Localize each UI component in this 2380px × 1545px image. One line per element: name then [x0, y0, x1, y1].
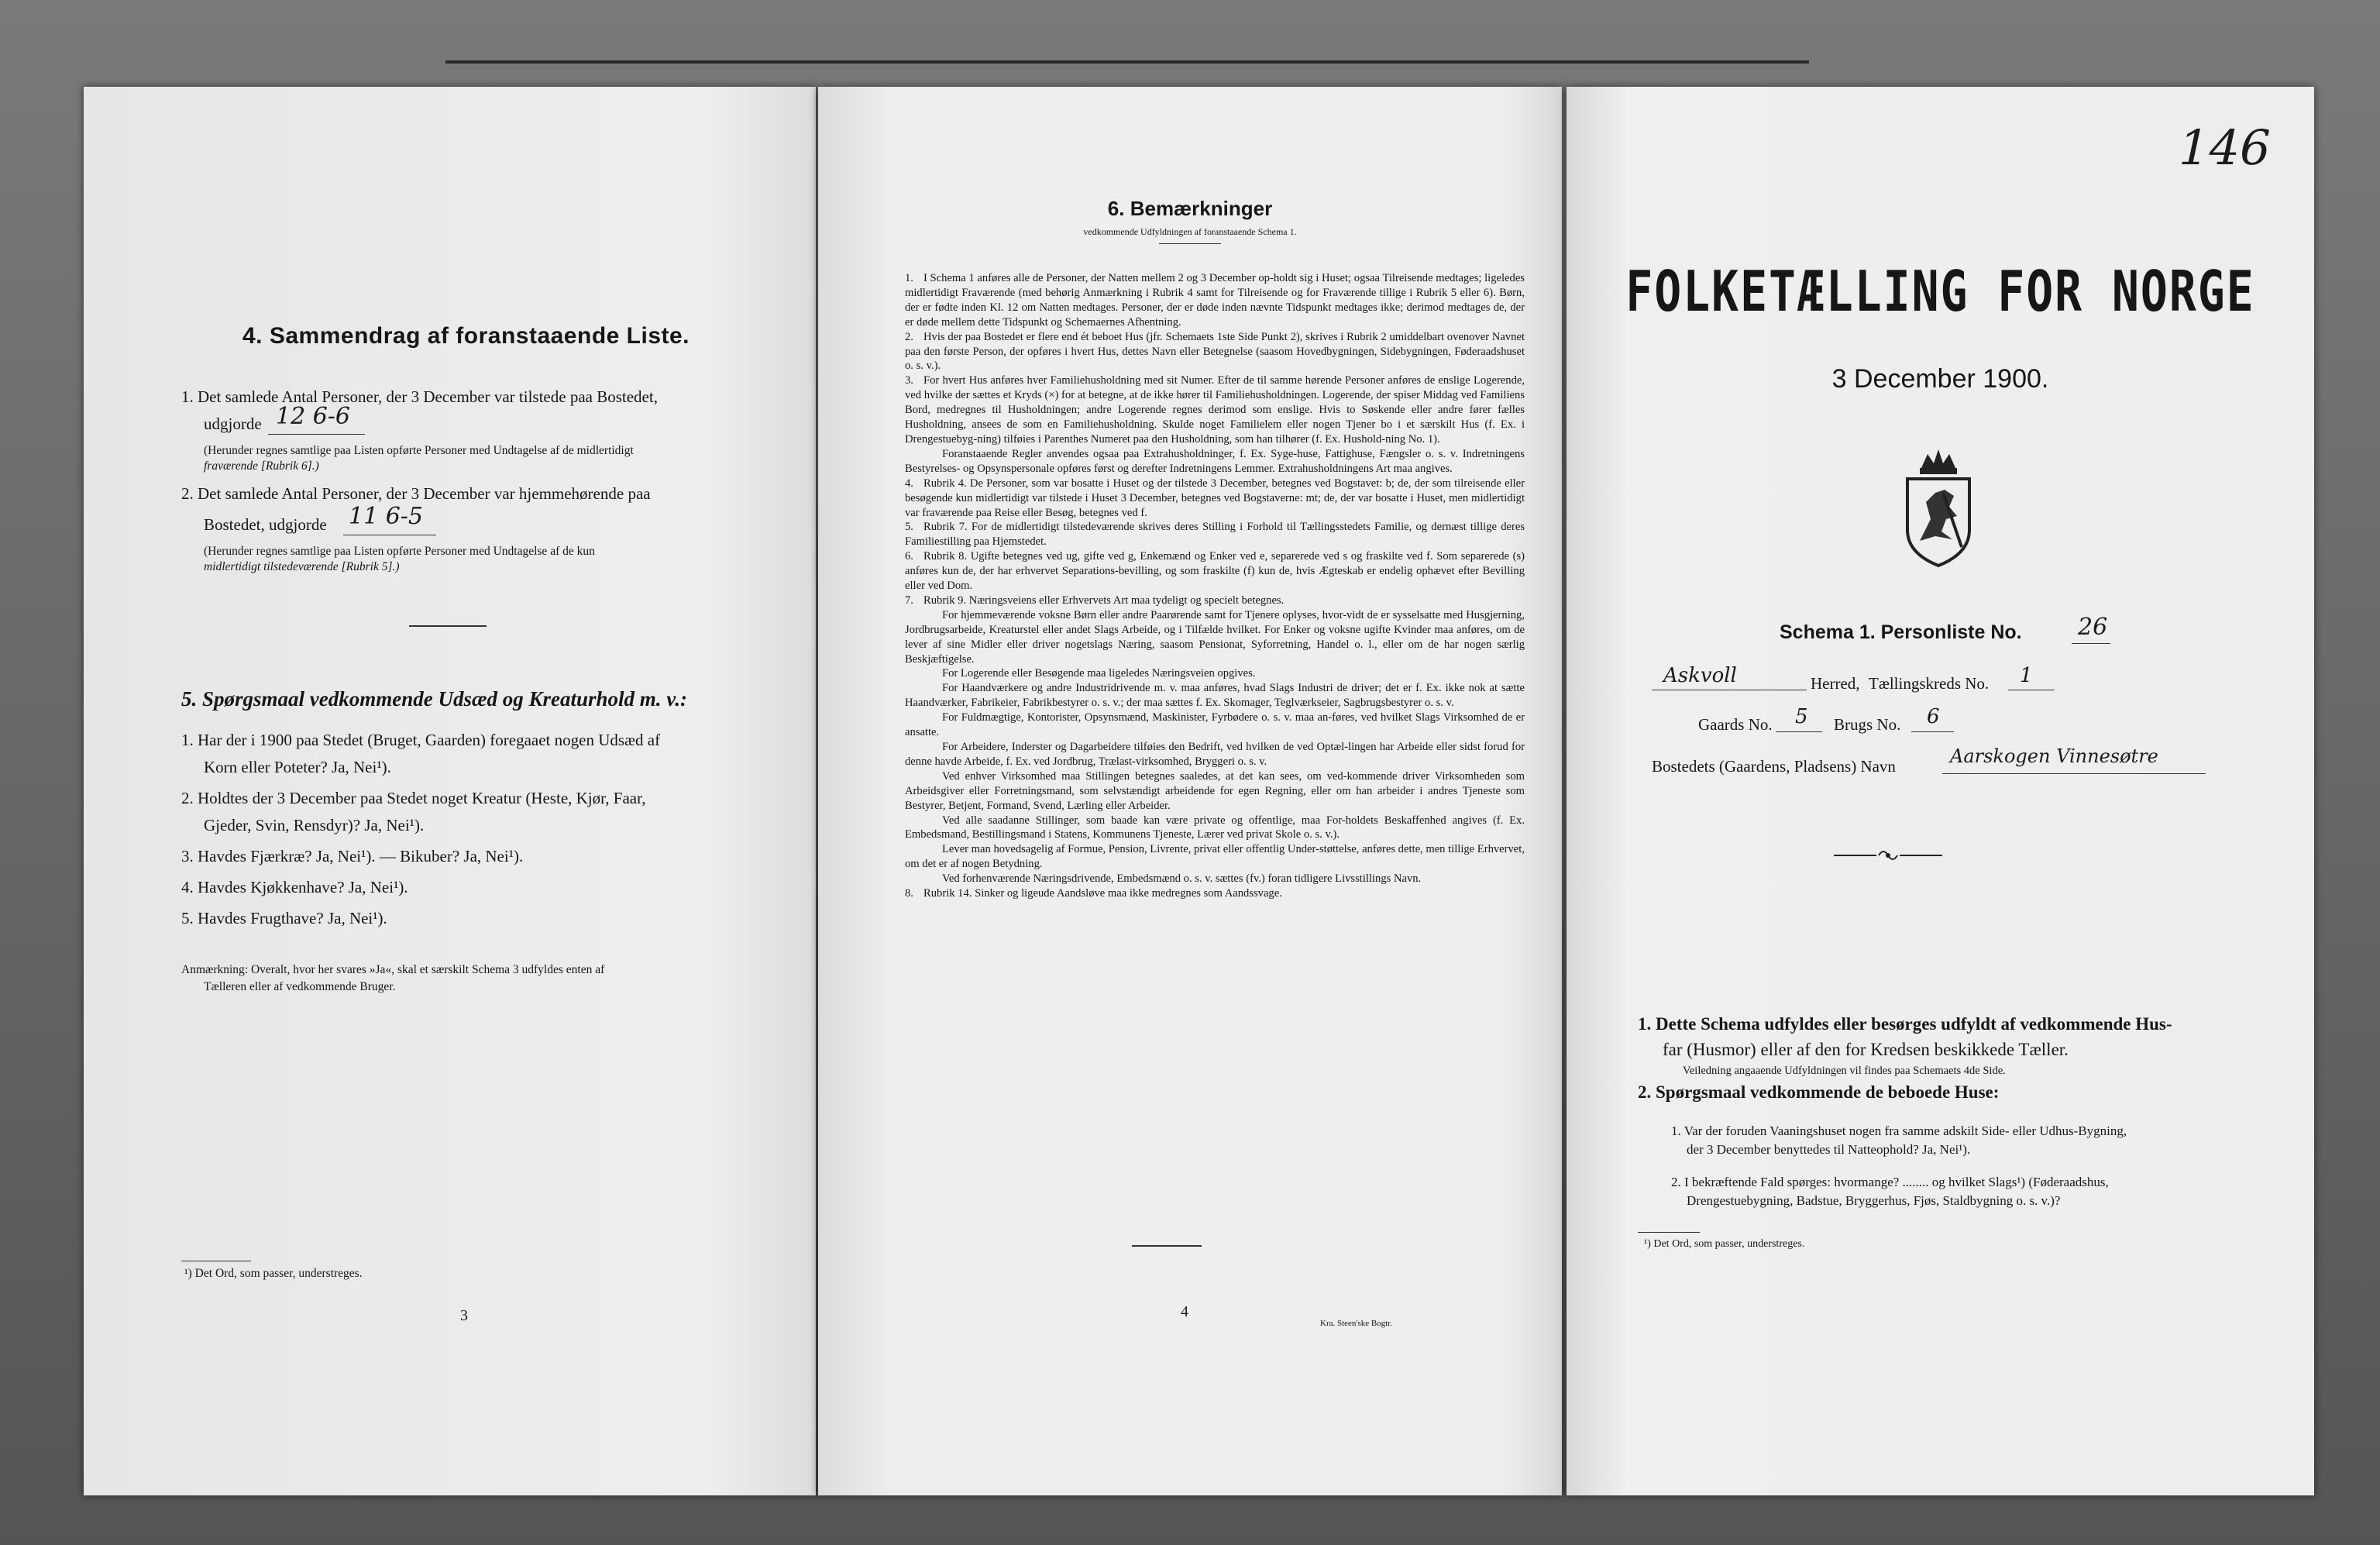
schema-handwriting: 26 — [2078, 614, 2108, 641]
remark-item — [905, 477, 1525, 521]
remark-item — [905, 373, 1525, 447]
bosted-label: Bostedets (Gaardens, Pladsens) Navn — [1652, 757, 1896, 776]
s4-item1-note1: (Herunder regnes samtlige paa Listen opførte Personer med Undtagelse af de midlertidigt — [204, 444, 634, 457]
remark-item — [905, 872, 1525, 886]
remark-text: Ved enhver Virksomhed maa Stillingen betegnes saaledes, at det kan sees, om ved-kommende driver Virksomheden som Arbeidsgiver eller Forretningsmand, som selvstændigt arbeidende for egen Regning, eller om han arbeider i andres Tjeneste som Bestyrer, Betjent, Formand, Svend, Lærling eller Arbeider. — [905, 769, 1525, 812]
s4-item2-note1: (Herunder regnes samtlige paa Listen opførte Personer med Undtagelse af de kun — [204, 545, 595, 558]
s4-item2-handwriting: 11 6-5 — [349, 503, 424, 530]
remark-text: I Schema 1 anføres alle de Personer, der Natten mellem 2 og 3 December op-holdt sig i Huset; ogsaa Tilreisende medtages; ligeledes midlertidigt Fraværende (med behørig Anmærkning i Rubrik 4 samt for Tilreisende og for Fraværende tillige i Rubrik 5 eller 6). Børn, der er fødte inden Kl. 12 om Natten medtages. Personer, der er døde inden nævnte Tidspunkt medtages ikke; derimod medtages de, der er døde mellem dette Tidspunkt og Schemaernes Afhentning. — [905, 272, 1525, 329]
remark-number: 4. — [905, 477, 913, 490]
remark-text: Lever man hovedsagelig af Formue, Pension, Livrente, privat eller offentlig Under-støttelse, anføres dette, men tillige Erhvervet, om det er af nogen Betydning. — [905, 843, 1525, 871]
s4-item1-line2: udgjorde — [204, 415, 262, 433]
ornament-divider-icon — [1834, 846, 1942, 865]
s4-item1-line1: 1. Det samlede Antal Personer, der 3 December var tilstede paa Bostedet, — [181, 387, 658, 406]
remarks-subtitle: vedkommende Udfyldningen af foranstaaende Schema 1. — [1083, 226, 1297, 237]
remark-item — [905, 886, 1525, 901]
house-q2-line2: Drengestuebygning, Badstue, Bryggerhus, Fjøs, Staldbygning o. s. v.)? — [1687, 1193, 2061, 1208]
page-4 — [818, 87, 1562, 1495]
remark-text: Rubrik 9. Næringsveiens eller Erhvervets Art maa tydeligt og specielt betegnes. — [923, 594, 1285, 607]
archive-number: 146 — [2172, 119, 2277, 176]
s5-q2-line2: Gjeder, Svin, Rensdyr)? Ja, Nei¹). — [204, 816, 425, 834]
remark-text: Rubrik 14. Sinker og ligeude Aandsløve maa ikke medregnes som Aandssvage. — [923, 887, 1282, 900]
remark-text: Rubrik 7. For de midlertidigt tilstedeværende skrives deres Stilling i Forhold til Tællingsstedets Familie, og dernæst tillige deres Familiestilling paa Hjemstedet. — [905, 521, 1525, 549]
remark-text: For hjemmeværende voksne Børn eller andre Paarørende samt for Tjenere oplyses, hvor-vidt de er sysselsatte med Husgjerning, Jordbrugsarbeide, Kreaturstel eller andet Slags Arbeide, og i Tilfælde hvilket. For Enker og voksne ugifte Kvinder maa anføres, om de lever af sine Midler eller driver nogetslags Næring, saasom Pensionat, Syforretning, Handel o. l., eller om de har nogen særlig Beskjæftigelse. — [905, 608, 1525, 666]
schema-fill-line — [2072, 643, 2110, 644]
remark-text: For Arbeidere, Inderster og Dagarbeidere tilføies den Bedrift, ved hvilken de ved Optæl-lingen har Arbeide eller sidst forud for denne havde Arbeide, f. Ex. ved Jordbrug, Trælast-virksomhed, Bryggeri o. s. v. — [905, 741, 1525, 768]
house-q1-line1: 1. Var der foruden Vaaningshuset nogen fra samme adskilt Side- eller Udhus-Bygning, — [1671, 1123, 2127, 1138]
remark-text: Hvis der paa Bostedet er flere end ét beboet Hus (jfr. Schemaets 1ste Side Punkt 2), skrives i Rubrik 2 umiddelbart ovenover Navnet paa den første Person, der opføres i hvert Hus, dettes Navn eller Betegnelse (saasom Hovedbygningen, Sidebygningen, Føderaadshuset o. s. v.). — [905, 330, 1525, 373]
remark-item — [905, 842, 1525, 872]
remark-number: 5. — [905, 521, 913, 534]
divider — [1159, 243, 1221, 244]
remark-number: 7. — [905, 594, 913, 607]
remark-item — [905, 594, 1525, 608]
s5-q4: 4. Havdes Kjøkkenhave? Ja, Nei¹). — [181, 878, 408, 896]
remarks-title: 6. Bemærkninger — [1107, 197, 1273, 220]
section-5-title: 5. Spørgsmaal vedkommende Udsæd og Kreaturhold m. v.: — [181, 687, 688, 711]
remark-text: For Logerende eller Besøgende maa ligeledes Næringsveien opgives. — [942, 667, 1256, 680]
page-3 — [84, 87, 816, 1495]
remark-item — [905, 740, 1525, 769]
remark-item — [905, 769, 1525, 814]
remark-text: For Haandværkere og andre Industridrivende m. v. maa anføres, hvad Slags Industri de driver; det er f. Ex. ikke nok at sætte Haandværker, Fabrikeier, Fabrikbestyrer o. s. v.; der maa sættes f. Ex. Skomager, Teglværkseier, Sagbrugsbestyrer o. s. v. — [905, 682, 1525, 710]
remark-item — [905, 814, 1525, 843]
kreds-label: Tællingskreds No. — [1869, 674, 1990, 693]
s4-item1-note2: fraværende [Rubrik 6].) — [204, 459, 319, 473]
s4-item2-line2: Bostedet, udgjorde — [204, 515, 327, 534]
brugs-label: Brugs No. — [1834, 715, 1901, 734]
house-q1-line2: der 3 December benyttedes til Natteophold? Ja, Nei¹). — [1687, 1142, 1971, 1157]
bosted-handwriting: Aarskogen Vinnesøtre — [1950, 745, 2158, 767]
remark-item — [905, 447, 1525, 477]
footnote: ¹) Det Ord, som passer, understreges. — [184, 1267, 363, 1280]
schema-label: Schema 1. Personliste No. — [1780, 621, 2022, 643]
kreds-handwriting: 1 — [2020, 664, 2033, 687]
s5-q5: 5. Havdes Frugthave? Ja, Nei¹). — [181, 909, 387, 927]
remark-text: Ved forhenværende Næringsdrivende, Embedsmænd o. s. v. sættes (fv.) foran tidligere Livsstillings Navn. — [942, 872, 1422, 886]
scan-edge-line — [445, 60, 1809, 64]
s4-item1-handwriting: 12 6-6 — [276, 403, 351, 430]
s5-q1-line2: Korn eller Poteter? Ja, Nei¹). — [204, 758, 391, 776]
instruction-1-line2: far (Husmor) eller af den for Kredsen beskikkede Tæller. — [1663, 1040, 2069, 1059]
remark-item — [905, 608, 1525, 667]
s5-q1-line1: 1. Har der i 1900 paa Stedet (Bruget, Gaarden) foregaaet nogen Udsæd af — [181, 731, 661, 749]
coat-of-arms-icon — [1890, 445, 1986, 569]
remark-item — [905, 681, 1525, 711]
remark-text: Foranstaaende Regler anvendes ogsaa paa Extrahusholdninger, f. Ex. Syge-huse, Fattighuse, Fængsler o. s. v. Indretningens Bestyrelses- og Opsynspersonale opføres først og derefter Indretningens Lemmer. Extrahusholdningens Art maa angives. — [905, 447, 1525, 475]
herred-handwriting: Askvoll — [1663, 664, 1737, 687]
s4-item2-note2: midlertidigt tilstedeværende [Rubrik 5].) — [204, 560, 400, 573]
census-date: 3 December 1900. — [1831, 364, 2049, 394]
printer-mark: Kra. Steen'ske Bogtr. — [1320, 1319, 1393, 1328]
remark-text: Ved alle saadanne Stillinger, som baade kan være private og offentlige, maa For-holdets Beskaffenhed angives (f. Ex. Embedsmand, Bestillingsmand i Statens, Kommunens Tjeneste, Lærer ved privat Skole o. s. v.). — [905, 814, 1525, 841]
s5-q3: 3. Havdes Fjærkræ? Ja, Nei¹). — Bikuber? Ja, Nei¹). — [181, 847, 524, 865]
divider — [1132, 1245, 1202, 1247]
divider — [409, 625, 487, 627]
remark-item — [905, 666, 1525, 681]
remark-number: 2. — [905, 330, 913, 343]
remark-text: For Fuldmægtige, Kontorister, Opsynsmænd, Maskinister, Fyrbødere o. s. v. maa an-føres, ved hvilket Slags Virksomhed de er ansatte. — [905, 711, 1525, 739]
anmaerkning-line1: Anmærkning: Overalt, hvor her svares »Ja«, skal et særskilt Schema 3 udfyldes enten af — [181, 963, 605, 976]
section-4-title: 4. Sammendrag af foranstaaende Liste. — [242, 323, 690, 349]
brugs-handwriting: 6 — [1927, 705, 1940, 728]
anmaerkning-line2: Tælleren eller af vedkommende Bruger. — [204, 980, 396, 993]
gaard-fill-line — [1776, 731, 1822, 732]
page-1-cover — [1567, 87, 2314, 1495]
remark-number: 8. — [905, 887, 913, 900]
bosted-fill-line — [1942, 773, 2206, 774]
brugs-fill-line — [1911, 731, 1954, 732]
s5-q2-line1: 2. Holdtes der 3 December paa Stedet noget Kreatur (Heste, Kjør, Faar, — [181, 789, 646, 807]
instruction-1-note: Veiledning angaaende Udfyldningen vil findes paa Schemaets 4de Side. — [1683, 1065, 2006, 1077]
s4-item1-fill-line — [268, 434, 365, 435]
remark-number: 3. — [905, 374, 913, 387]
remark-number: 1. — [905, 272, 913, 284]
title-wrap — [1567, 258, 2314, 325]
remark-item — [905, 549, 1525, 594]
remark-text: Rubrik 8. Ugifte betegnes ved ug, gifte ved g, Enkemænd og Enker ved e, separerede ved s og fraskilte ved f. Som separerede (s) anføres kun de, der har erhvervet Separations-bevilling, og som fraskilte (f) kun de, hvis Ægteskab er endelig ophævet efter Bevilling eller ved Dom. — [905, 550, 1525, 593]
instruction-2: 2. Spørgsmaal vedkommende de beboede Huse: — [1638, 1082, 2000, 1102]
remark-text: For hvert Hus anføres hver Familiehusholdning med sit Numer. Efter de til samme hørende Personer anføres de enslige Logerende, ved hvilke der sættes et Kryds (×) for at betegne, at de ikke hører til Familiehusholdningen. Logerende, der spiser Middag ved Familiens Bord, medregnes til Husholdningen; andre Logerende regnes derimod som enslige. Hvis to Søskende eller andre fører fælles Husholdning, ansees de som en Familiehusholdning. Skulde noget Familielem eller nogen Tjener bo i et særskilt Hus (f. Ex. i Drengestuebyg-ning) tilføies i Parenthes Numeret paa den Husholdning, som han tilhører (f. Ex. Hushold-ning No. 1). — [905, 374, 1525, 446]
gaard-label: Gaards No. — [1698, 715, 1773, 734]
s4-item2-line1: 2. Det samlede Antal Personer, der 3 December var hjemmehørende paa — [181, 484, 651, 503]
gaard-handwriting: 5 — [1795, 705, 1808, 728]
footnote: ¹) Det Ord, som passer, understreges. — [1644, 1238, 1805, 1250]
document-title: FOLKETÆLLING FOR NORGE — [1625, 258, 2255, 325]
remarks-list — [905, 271, 1525, 901]
remark-number: 6. — [905, 550, 913, 563]
remark-item — [905, 330, 1525, 374]
page-number: 4 — [1181, 1303, 1188, 1320]
page-number: 3 — [460, 1307, 468, 1324]
remark-item — [905, 711, 1525, 740]
house-q2-line1: 2. I bekræftende Fald spørges: hvormange? ........ og hvilket Slags¹) (Føderaadshus, — [1671, 1175, 2109, 1189]
remark-text: Rubrik 4. De Personer, som var bosatte i Huset og der tilstede 3 December, betegnes ved Bogstavet: b; de, der som tilreisende eller besøgende kun midlertidigt var tilstede i Huset 3 December, betegnes ved Bogstaverne: mt; de, der var bosatte i Huset, men midlertidigt var fraværende paa Reise eller Besøg, betegnes ved f. — [905, 477, 1525, 519]
footnote-rule — [1638, 1232, 1700, 1233]
instruction-1-line1: 1. Dette Schema udfyldes eller besørges udfyldt af vedkommende Hus- — [1638, 1014, 2172, 1034]
herred-label: Herred, — [1811, 674, 1860, 693]
remark-item — [905, 271, 1525, 330]
remark-item — [905, 520, 1525, 549]
